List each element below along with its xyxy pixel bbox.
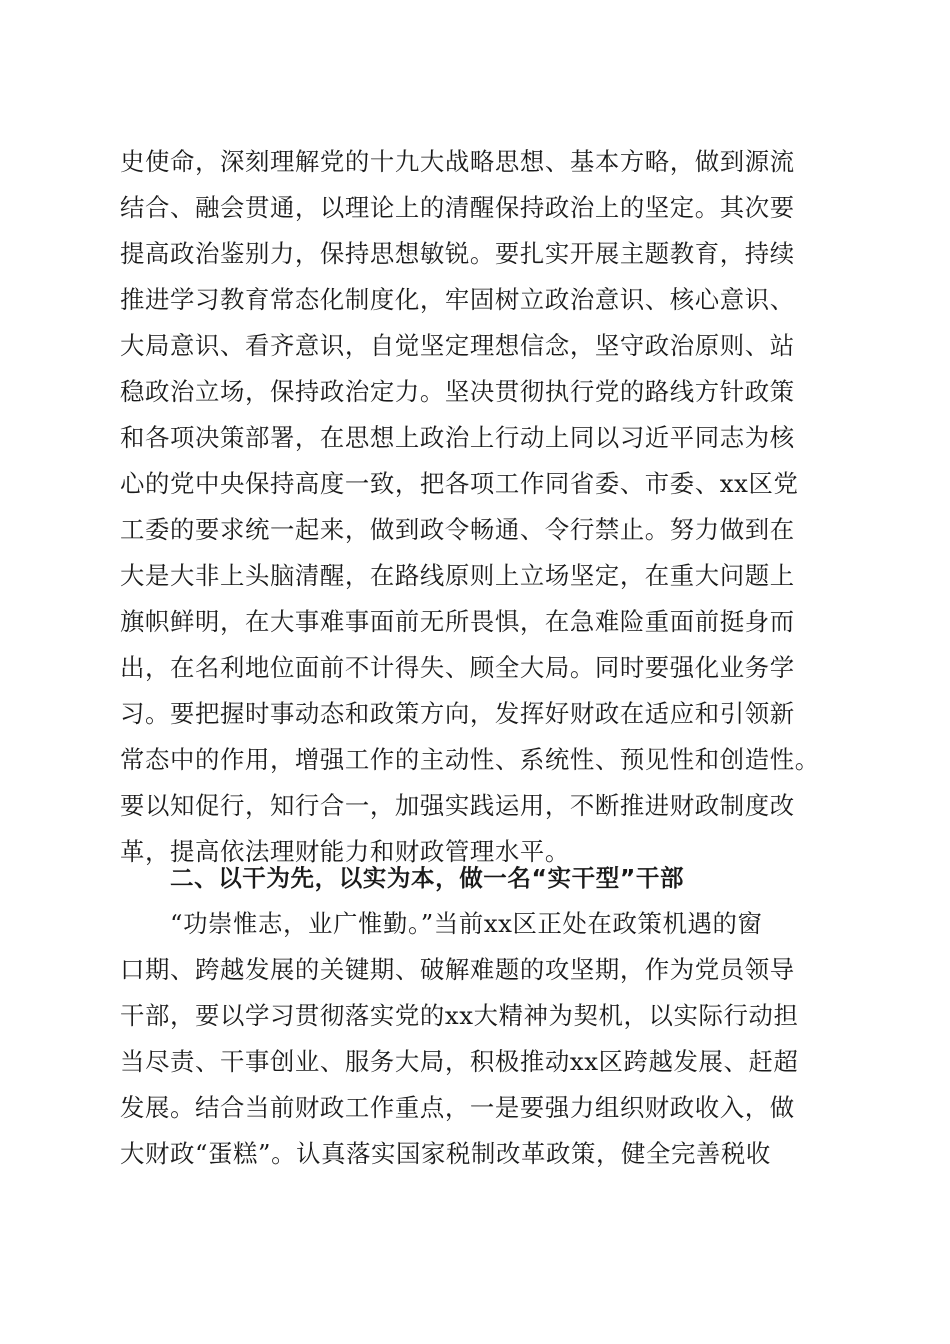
paragraph-line: 习。要把握时事动态和政策方向，发挥好财政在适应和引领新 <box>120 699 795 728</box>
paragraph-line: 干部，要以学习贯彻落实党的xx大精神为契机，以实际行动担 <box>120 1001 799 1030</box>
section-heading: 二、以干为先，以实为本，做一名“实干型”干部 <box>170 864 685 892</box>
paragraph-line: 推进学习教育常态化制度化，牢固树立政治意识、核心意识、 <box>120 285 795 314</box>
paragraph-line: 工委的要求统一起来，做到政令畅通、令行禁止。努力做到在 <box>120 515 795 544</box>
paragraph-line: 旗帜鲜明，在大事难事面前无所畏惧，在急难险重面前挺身而 <box>120 607 795 636</box>
paragraph-line: 心的党中央保持高度一致，把各项工作同省委、市委、xx区党 <box>120 469 799 498</box>
paragraph-line: 稳政治立场，保持政治定力。坚决贯彻执行党的路线方针政策 <box>120 377 795 406</box>
paragraph-line: 当尽责、干事创业、服务大局，积极推动xx区跨越发展、赶超 <box>120 1047 799 1076</box>
paragraph-line: 结合、融会贯通，以理论上的清醒保持政治上的坚定。其次要 <box>120 193 795 222</box>
paragraph-line: 大局意识、看齐意识，自觉坚定理想信念，坚守政治原则、站 <box>120 331 795 360</box>
paragraph-line: 史使命，深刻理解党的十九大战略思想、基本方略，做到源流 <box>120 147 795 176</box>
paragraph-line: 出，在名利地位面前不计得失、顾全大局。同时要强化业务学 <box>120 653 795 682</box>
paragraph-line: 革，提高依法理财能力和财政管理水平。 <box>120 837 570 866</box>
paragraph-line: 发展。结合当前财政工作重点，一是要强力组织财政收入，做 <box>120 1093 795 1122</box>
paragraph-line: 大是大非上头脑清醒，在路线原则上立场坚定，在重大问题上 <box>120 561 795 590</box>
paragraph-line: 口期、跨越发展的关键期、破解难题的攻坚期，作为党员领导 <box>120 955 795 984</box>
paragraph-line: 常态中的作用，增强工作的主动性、系统性、预见性和创造性。 <box>120 745 820 774</box>
paragraph-line: 要以知促行，知行合一，加强实践运用，不断推进财政制度改 <box>120 791 795 820</box>
paragraph-line: “功崇惟志，业广惟勤。”当前xx区正处在政策机遇的窗 <box>170 909 763 938</box>
paragraph-line: 提高政治鉴别力，保持思想敏锐。要扎实开展主题教育，持续 <box>120 239 795 268</box>
paragraph-line: 和各项决策部署，在思想上政治上行动上同以习近平同志为核 <box>120 423 795 452</box>
paragraph-line: 大财政“蛋糕”。认真落实国家税制改革政策，健全完善税收 <box>120 1139 771 1168</box>
